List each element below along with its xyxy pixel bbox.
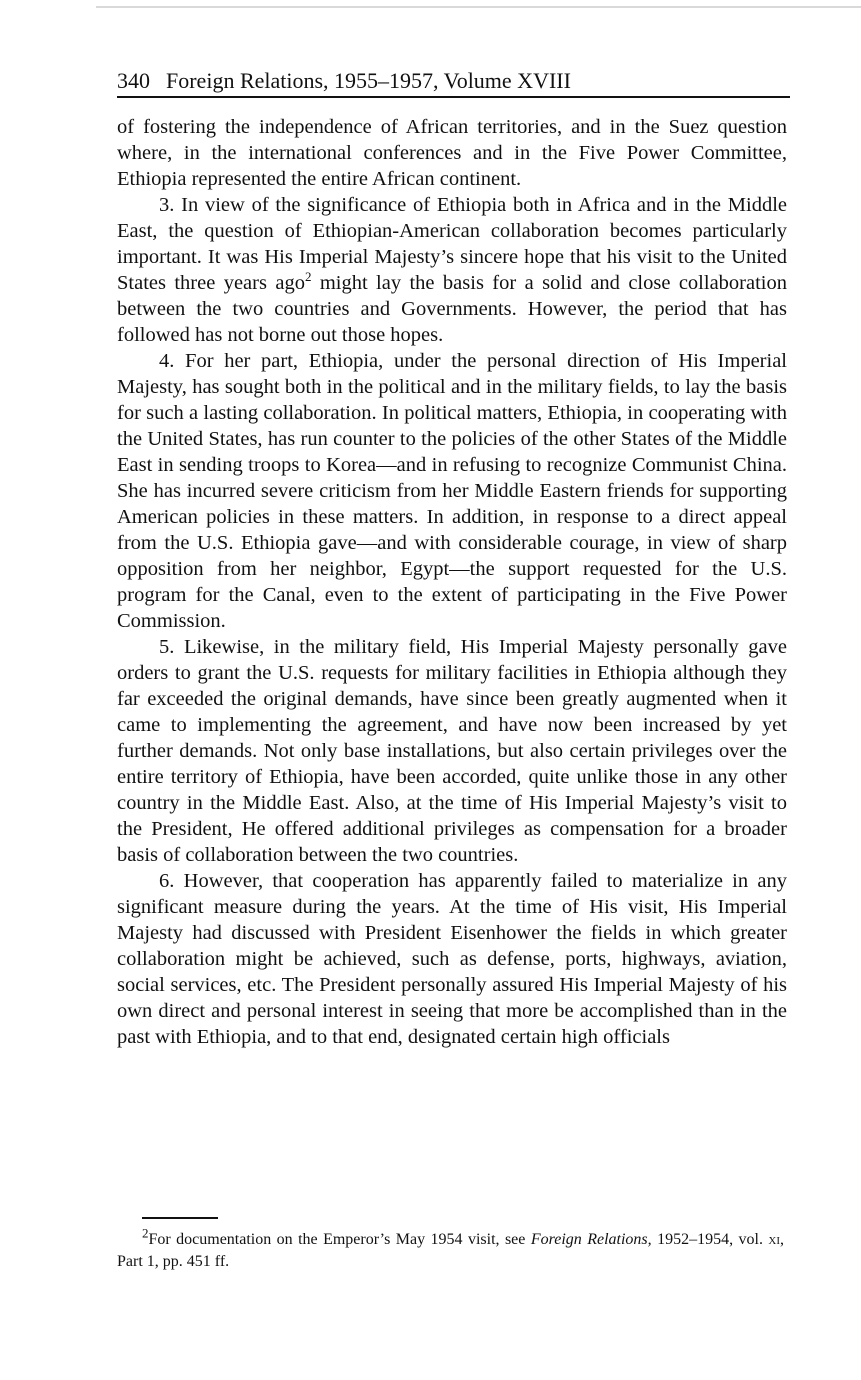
page-number: 340 [117,68,150,93]
paragraph-6 [117,868,787,1050]
footnote-volume: xi [768,1231,781,1248]
scan-top-edge [96,6,861,8]
footnote-divider [142,1217,218,1219]
paragraph-text: 5. Likewise, in the military field, His Imperial Majesty personally gave orders to grant the U.S. requests for military facilities in Ethiopia although they far exceeded the original demands, have since been greatly augmented when it came to implementing the agreement, and have now been increased by yet further demands. Not only base installations, but also certain privileges over the entire territory of Ethiopia, have been accorded, quite unlike those in any other country in the Middle East. Also, at the time of His Imperial Majesty’s visit to the President, He offered additional privileges as compensation for a broader basis of collaboration between the two countries. [117,636,787,866]
body-text [117,114,787,1050]
paragraph-text: 4. For her part, Ethiopia, under the personal direction of His Imperial Majesty, has sought both in the political and in the military fields, to lay the basis for such a lasting collaboration. In political matters, Ethiopia, in cooperating with the United States, has run counter to the policies of the other States of the Middle East in sending troops to Korea—and in refusing to recognize Communist China. She has incurred severe criticism from her Middle Eastern friends for supporting American policies in these matters. In addition, in response to a direct appeal from the U.S. Ethiopia gave—and with considerable courage, in view of sharp opposition from her neighbor, Egypt—the support requested for the U.S. program for the Canal, even to the extent of participating in the Five Power Commission. [117,350,787,632]
paragraph-text: 3. In view of the significance of Ethiopia both in Africa and in the Middle East, the question of Ethiopian-American collaboration becomes particularly important. It was His Imperial Majesty’s sincere hope that his visit to the United States three years ago [117,194,787,294]
paragraph-text: of fostering the independence of African territories, and in the Suez question where, in the international conferences and in the Five Power Committee, Ethiopia represented the entire African continent. [117,116,787,190]
footnote-text-before: For documentation on the Emperor’s May 1954 visit, see [148,1231,531,1248]
footnote-text-after: , Part 1, pp. 451 ff. [117,1231,785,1270]
footnote-text-mid: 1952–1954, vol. [651,1231,769,1248]
running-title: Foreign Relations, 1955–1957, Volume XVIII [166,68,571,93]
running-header [117,66,790,98]
paragraph-continuation [117,114,787,192]
footnote-reference[interactable]: 2 [304,269,312,285]
paragraph-text-after-ref: might lay the basis for a solid and close collaboration between the two countries and Governments. However, the period that has followed has not borne out those hopes. [117,272,787,346]
paragraph-3 [117,192,787,348]
footnote [117,1225,785,1273]
paragraph-text: 6. However, that cooperation has apparently failed to materialize in any significant measure during the years. At the time of His visit, His Imperial Majesty had discussed with President Eisenhower the fields in which greater collaboration might be achieved, such as defense, ports, highways, aviation, social services, etc. The President personally assured His Imperial Majesty of his own direct and personal interest in seeing that more be accomplished than in the past with Ethiopia, and to that end, designated certain high officials [117,870,787,1048]
footnote-line [117,1225,785,1273]
paragraph-5 [117,634,787,868]
paragraph-4 [117,348,787,634]
footnote-number: 2 [142,1225,149,1241]
footnote-title: Foreign Relations, [530,1231,652,1248]
